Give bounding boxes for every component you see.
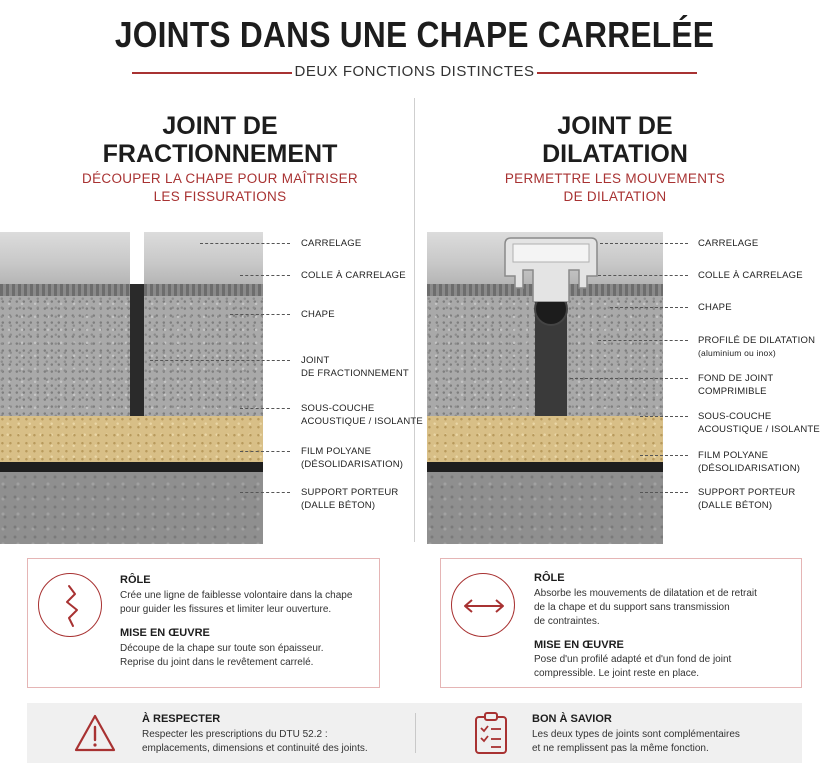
- double-arrow-icon: [451, 573, 515, 637]
- label-fond-r: FOND DE JOINT COMPRIMIBLE: [698, 373, 774, 397]
- leader-support: [240, 492, 290, 493]
- page-title: JOINTS DANS UNE CHAPE CARRELÉE: [114, 14, 715, 55]
- leader-carrelage-r: [600, 243, 688, 244]
- left-column-title: [60, 112, 380, 168]
- label-film-r: FILM POLYANE (DÉSOLIDARISATION): [698, 450, 801, 474]
- leader-profile-r: [598, 340, 688, 341]
- label-colle: COLLE À CARRELAGE: [301, 270, 406, 281]
- right-role-title: RÔLE: [534, 572, 565, 584]
- leader-film: [240, 451, 290, 452]
- label-colle-r: COLLE À CARRELAGE: [698, 270, 803, 281]
- left-impl-title: MISE EN ŒUVRE: [120, 627, 210, 639]
- label-sous-couche-r: SOUS-COUCHE ACOUSTIQUE / ISOLANTE: [698, 411, 820, 435]
- savoir-title: BON À SAVIOR: [532, 713, 612, 725]
- fractionnement-diagram: [0, 232, 263, 544]
- label-sous-couche: SOUS-COUCHE ACOUSTIQUE / ISOLANTE: [301, 403, 423, 427]
- label-carrelage: CARRELAGE: [301, 238, 362, 249]
- right-sub-line1: PERMETTRE LES MOUVEMENTS: [504, 171, 726, 186]
- leader-sous-couche: [240, 408, 290, 409]
- left-column-subtitle: [60, 170, 380, 206]
- respect-title: À RESPECTER: [142, 713, 221, 725]
- label-chape: CHAPE: [301, 309, 335, 320]
- leader-support-r: [640, 492, 688, 493]
- page-subtitle: DEUX FONCTIONS DISTINCTES: [294, 63, 535, 80]
- slab-layer: [0, 472, 263, 544]
- left-title-line1: JOINT DE: [162, 112, 278, 140]
- label-carrelage-r: CARRELAGE: [698, 238, 759, 249]
- leader-colle-r: [598, 275, 688, 276]
- right-column-title: [455, 112, 775, 168]
- right-title-line2: DILATATION: [542, 140, 688, 168]
- clipboard-checklist-icon: [473, 711, 509, 755]
- leader-fond-r: [570, 378, 688, 379]
- underlay-layer: [0, 416, 263, 462]
- label-support-r: SUPPORT PORTEUR (DALLE BÉTON): [698, 487, 796, 511]
- left-sub-line1: DÉCOUPER LA CHAPE POUR MAÎTRISER: [82, 171, 358, 186]
- dilatation-info-box: [440, 558, 802, 688]
- film-layer-right: [427, 462, 663, 472]
- label-support: SUPPORT PORTEUR (DALLE BÉTON): [301, 487, 399, 511]
- crack-icon: [38, 573, 102, 637]
- respect-text: Respecter les prescriptions du DTU 52.2 : emplacements, dimensions et continuité des joints.: [142, 729, 368, 754]
- leader-carrelage: [200, 243, 290, 244]
- right-impl-text: Pose d'un profilé adapté et d'un fond de joint compressible. Le joint reste en place.: [534, 654, 732, 679]
- right-title-line1: JOINT DE: [557, 112, 673, 140]
- leader-sous-couche-r: [640, 416, 688, 417]
- savoir-text: Les deux types de joints sont complémentaires et ne remplissent pas la même fonction.: [532, 729, 740, 754]
- right-role-text: Absorbe les mouvements de dilatation et de retrait de la chape et du support sans transmission de contraintes.: [534, 588, 757, 627]
- right-column-subtitle: [455, 170, 775, 206]
- leader-colle: [240, 275, 290, 276]
- underlay-layer-right: [427, 416, 663, 462]
- left-role-title: RÔLE: [120, 574, 151, 586]
- left-title-line2: FRACTIONNEMENT: [102, 140, 338, 168]
- subtitle-rule-right: [537, 72, 697, 74]
- dilatation-profile: [499, 232, 603, 302]
- tile-gap: [130, 232, 144, 284]
- film-layer: [0, 462, 263, 472]
- label-chape-r: CHAPE: [698, 302, 732, 313]
- leader-film-r: [640, 455, 688, 456]
- bottom-divider: [415, 713, 416, 753]
- leader-joint: [150, 360, 290, 361]
- fractionnement-joint: [130, 284, 144, 416]
- left-sub-line2: LES FISSURATIONS: [153, 189, 287, 204]
- left-impl-text: Découpe de la chape sur toute son épaisseur. Reprise du joint dans le revêtement carrelé.: [120, 643, 324, 668]
- warning-triangle-icon: [73, 713, 117, 753]
- label-joint: JOINT DE FRACTIONNEMENT: [301, 355, 409, 379]
- label-film: FILM POLYANE (DÉSOLIDARISATION): [301, 446, 404, 470]
- label-profile-r: PROFILÉ DE DILATATION (aluminium ou inox): [698, 335, 816, 358]
- dilatation-diagram: [427, 232, 663, 544]
- column-divider: [414, 98, 415, 542]
- left-role-text: Crée une ligne de faiblesse volontaire dans la chape pour guider les fissures et limiter leur ouverture.: [120, 590, 353, 615]
- bottom-notes-bar: [27, 703, 802, 763]
- leader-chape-r: [610, 307, 688, 308]
- slab-layer-right: [427, 472, 663, 544]
- leader-chape: [230, 314, 290, 315]
- right-sub-line2: DE DILATATION: [563, 189, 667, 204]
- right-impl-title: MISE EN ŒUVRE: [534, 639, 624, 651]
- fractionnement-info-box: [27, 558, 380, 688]
